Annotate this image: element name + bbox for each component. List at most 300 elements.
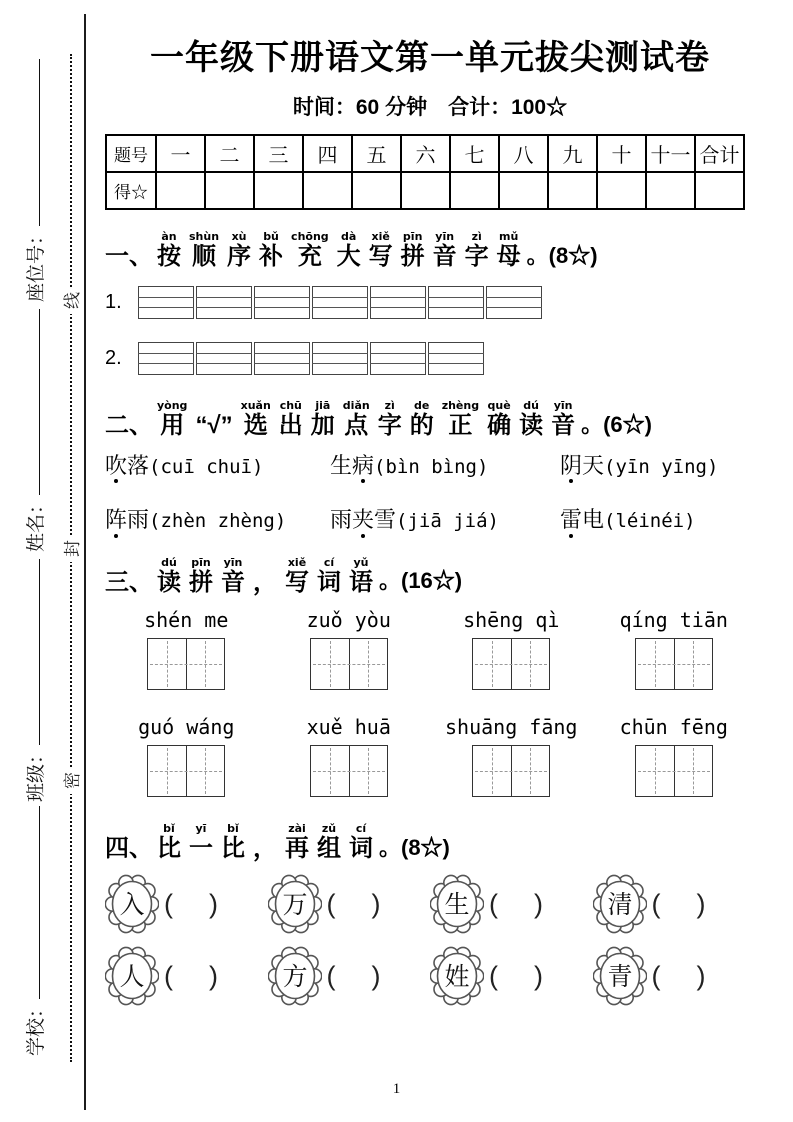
- heading-char: 加: [310, 412, 335, 440]
- bracket-open: (: [164, 960, 173, 991]
- score-table-column-header: 合计: [695, 135, 744, 172]
- word-writing-group: [430, 608, 593, 690]
- score-table-score-row: [106, 172, 744, 209]
- score-cell: [450, 172, 499, 209]
- phonetic-items: [105, 452, 755, 534]
- four-line-writing-box: [138, 286, 194, 319]
- pinyin-annotation: zhèng: [441, 399, 480, 413]
- ruby-char-group: [221, 557, 245, 595]
- pinyin-annotation: xiě: [371, 230, 390, 243]
- compare-word-group: [105, 873, 268, 935]
- heading-char: 词: [349, 834, 373, 862]
- compare-word-group: [430, 873, 593, 935]
- compare-word-group: [593, 945, 756, 1007]
- flower-char: 万: [281, 891, 308, 920]
- bracket-open: (: [651, 888, 661, 919]
- ruby-char-group: [349, 823, 373, 861]
- tian-zi-ge-grid: [472, 745, 550, 797]
- flower-char: 方: [281, 963, 308, 992]
- compare-word-group: [268, 945, 431, 1007]
- word-char: 雪: [374, 507, 397, 533]
- pinyin-annotation: zài: [288, 821, 306, 835]
- target-word: [330, 452, 374, 480]
- grid-dashed-line: [638, 664, 710, 665]
- question-number-label: 题号: [106, 135, 156, 172]
- bracket-close: ): [534, 960, 543, 991]
- answer-brackets: [164, 888, 218, 919]
- score-table-column-header: 四: [303, 135, 352, 172]
- four-line-writing-box: [254, 286, 310, 319]
- score-cell: [352, 172, 401, 209]
- heading-char: 一: [189, 834, 213, 862]
- pinyin-annotation: dà: [341, 230, 357, 243]
- seal-line-char: 密: [57, 767, 84, 794]
- target-word: [105, 506, 149, 534]
- pinyin-annotation: xù: [231, 230, 247, 243]
- page-number: 1: [392, 1081, 401, 1097]
- answer-brackets: [651, 960, 706, 991]
- tian-zi-ge-grid: [147, 745, 225, 797]
- bracket-open: (: [489, 960, 498, 991]
- ruby-char-group: [349, 557, 373, 595]
- pinyin-annotation: àn: [161, 230, 177, 243]
- tian-zi-ge-grid: [635, 745, 713, 797]
- answer-brackets: [651, 888, 706, 919]
- section-number: 三、: [105, 568, 153, 596]
- score-cell: [401, 172, 450, 209]
- ruby-char-group: [410, 400, 434, 438]
- tian-zi-ge-grid: [147, 638, 225, 690]
- tian-zi-ge-grid: [310, 745, 388, 797]
- bracket-close: ): [209, 960, 218, 991]
- word-char: 电: [582, 507, 605, 533]
- score-table-body: [106, 135, 744, 209]
- word-char: 雨: [330, 507, 353, 533]
- class-field: [21, 559, 48, 802]
- grid-dashed-line: [638, 771, 710, 772]
- flower-shape: [268, 873, 322, 935]
- flower-shape: [268, 945, 322, 1007]
- exam-meta: 时间：60 分钟 合计：100☆: [292, 96, 568, 119]
- pinyin-annotation: cí: [355, 821, 367, 835]
- score-cell: [646, 172, 695, 209]
- four-line-writing-box: [370, 342, 426, 375]
- ruby-char-group: [311, 400, 335, 438]
- pinyin-annotation: yǔ: [353, 555, 369, 569]
- word-char: 吹: [105, 452, 128, 478]
- ruby-char-group: [227, 231, 251, 269]
- pinyin-annotation: cí: [323, 555, 335, 569]
- ruby-char-group: [497, 231, 521, 269]
- phonetic-choice-item: [105, 506, 330, 534]
- pinyin-annotation: yī: [195, 821, 207, 835]
- flower-char: 姓: [444, 963, 470, 992]
- section-4-heading: [105, 823, 755, 861]
- flower-shape: [430, 873, 484, 935]
- score-cell: [695, 172, 744, 209]
- score-cell: [499, 172, 548, 209]
- phonetic-choice-item: [330, 506, 560, 534]
- word-row-1: [105, 608, 755, 690]
- row-number: 1.: [105, 291, 122, 314]
- compare-row-1: [105, 873, 755, 935]
- section-points: 。(16☆): [379, 568, 463, 594]
- ruby-char-group: [433, 231, 457, 269]
- word-pinyin-label: zuǒ yòu: [306, 607, 391, 632]
- pinyin-annotation: pīn: [402, 230, 423, 243]
- flower-shape: [430, 945, 484, 1007]
- section-number: 二、: [105, 412, 153, 440]
- ruby-char-group: [551, 400, 575, 438]
- heading-char: 正: [448, 412, 473, 440]
- heading-char: 补: [259, 243, 284, 271]
- word-char: 生: [330, 452, 353, 478]
- flower-char: 清: [606, 891, 633, 920]
- pinyin-annotation: mǔ: [499, 230, 519, 243]
- pinyin-annotation: xuǎn: [240, 399, 271, 413]
- pinyin-annotation: yīn: [223, 555, 243, 569]
- heading-char: 比: [157, 834, 181, 862]
- pinyin-annotation: shùn: [189, 230, 220, 243]
- class-label: 班级：: [26, 744, 47, 802]
- row-number: 2.: [105, 347, 122, 370]
- word-char: 夹: [352, 507, 375, 533]
- compare-word-group: [593, 873, 756, 935]
- heading-char: 序: [227, 243, 252, 271]
- phonetic-choice-item: [105, 452, 330, 480]
- heading-char: 出: [278, 412, 303, 440]
- ruby-char-group: [253, 569, 277, 595]
- heading-char: 点: [344, 412, 369, 440]
- pinyin-grid-row: [105, 342, 755, 375]
- ruby-char-group: [378, 400, 402, 438]
- ruby-char-group: [189, 823, 213, 861]
- word-char: 雷: [560, 507, 583, 533]
- pinyin-annotation: de: [414, 399, 430, 413]
- ruby-char-group: [221, 823, 245, 861]
- four-line-writing-box: [312, 286, 368, 319]
- bracket-close: ): [371, 888, 381, 919]
- heading-char: 语: [349, 568, 373, 596]
- word-pinyin-label: xuě huā: [306, 714, 391, 739]
- heading-char: 读: [157, 568, 181, 596]
- heading-char: 拼: [400, 243, 425, 271]
- section-points: 。(6☆): [581, 412, 652, 438]
- ruby-char-group: [465, 231, 489, 269]
- score-table-column-header: 三: [254, 135, 303, 172]
- pinyin-choices: (yīn yīng): [604, 455, 719, 478]
- answer-brackets: [489, 888, 543, 919]
- ruby-char-group: [189, 231, 219, 269]
- heading-char: 比: [221, 834, 245, 862]
- student-name-field: [21, 309, 48, 552]
- pinyin-grid-rows: [105, 286, 755, 375]
- seat-number-field: [21, 59, 48, 302]
- four-line-writing-box: [312, 342, 368, 375]
- pinyin-annotation: bǐ: [227, 821, 239, 835]
- class-blank-line: [39, 559, 40, 745]
- ruby-char-group: [369, 231, 393, 269]
- school-field: [21, 806, 48, 1056]
- section-points: 。(8☆): [526, 242, 598, 268]
- score-cell: [156, 172, 205, 209]
- ruby-char-group: [157, 400, 187, 438]
- grid-dashed-line: [150, 664, 222, 665]
- grid-dashed-line: [150, 771, 222, 772]
- pinyin-annotation: chōng: [291, 230, 329, 243]
- word-row-2: [105, 715, 755, 797]
- word-writing-group: [593, 608, 756, 690]
- word-char: 阵: [105, 507, 128, 533]
- pinyin-choices: (zhèn zhèng): [149, 510, 287, 533]
- target-word: [105, 452, 149, 480]
- pinyin-annotation: diǎn: [342, 399, 370, 413]
- score-table-column-header: 五: [352, 135, 401, 172]
- seal-line-char: 封: [57, 535, 84, 562]
- section-4: [105, 823, 755, 1007]
- section-3-heading: [105, 557, 755, 595]
- ruby-char-group: [189, 557, 213, 595]
- ruby-char-group: [195, 412, 232, 438]
- score-cell: [303, 172, 352, 209]
- flower-shape: [105, 873, 159, 935]
- four-line-writing-box: [370, 286, 426, 319]
- seal-line-char: 线: [57, 287, 84, 314]
- target-word: [330, 506, 396, 534]
- pinyin-annotation: xiě: [287, 555, 307, 569]
- score-table-column-header: 八: [499, 135, 548, 172]
- exam-content: [105, 0, 755, 1007]
- pinyin-annotation: què: [487, 399, 511, 413]
- bracket-close: ): [696, 960, 706, 991]
- heading-char: 字: [377, 412, 402, 440]
- pinyin-annotation: bǐ: [163, 821, 175, 835]
- tian-zi-ge-grid: [635, 638, 713, 690]
- heading-char: 充: [297, 243, 322, 271]
- four-line-writing-box: [138, 342, 194, 375]
- score-cell: [254, 172, 303, 209]
- four-line-writing-box: [428, 286, 484, 319]
- heading-char: 组: [317, 834, 341, 862]
- word-char: 雨: [127, 507, 150, 533]
- section-1: [105, 231, 755, 375]
- heading-char: 读: [519, 412, 544, 440]
- four-line-writing-box: [196, 286, 252, 319]
- heading-char: 字: [464, 243, 489, 271]
- four-line-writing-box: [428, 342, 484, 375]
- flower-char: 人: [119, 963, 145, 992]
- target-word: [560, 452, 604, 480]
- section-number: 一、: [105, 243, 153, 271]
- pinyin-annotation: zì: [384, 399, 395, 413]
- ruby-char-group: [442, 400, 479, 438]
- margin-solid-line: [84, 14, 86, 1110]
- target-word: [560, 506, 604, 534]
- pinyin-annotation: chū: [279, 399, 302, 413]
- word-writing-group: [593, 715, 756, 797]
- student-name-label: 姓名：: [26, 494, 47, 552]
- heading-char: 音: [221, 568, 245, 596]
- score-table-column-header: 十: [597, 135, 646, 172]
- word-pinyin-label: guó wáng: [138, 714, 235, 739]
- flower-shape: [105, 945, 159, 1007]
- seat-number-label: 座位号：: [26, 225, 47, 302]
- bracket-open: (: [489, 888, 498, 919]
- flower-shape: [593, 873, 647, 935]
- pinyin-annotation: dú: [523, 399, 539, 413]
- heading-char: 按: [157, 243, 181, 271]
- heading-char: 确: [487, 412, 512, 440]
- score-table-column-header: 一: [156, 135, 205, 172]
- word-writing-group: [430, 715, 593, 797]
- four-line-writing-box: [486, 286, 542, 319]
- pinyin-annotation: yīn: [435, 230, 455, 243]
- word-char: 天: [582, 452, 605, 478]
- ruby-char-group: [487, 400, 511, 438]
- four-line-writing-box: [254, 342, 310, 375]
- bracket-open: (: [651, 960, 661, 991]
- word-pinyin-label: shén me: [144, 607, 229, 632]
- ruby-char-group: [157, 823, 181, 861]
- pinyin-annotation: bǔ: [263, 230, 279, 243]
- ruby-char-group: [285, 557, 309, 595]
- score-table-column-header: 七: [450, 135, 499, 172]
- score-table: [105, 134, 745, 210]
- grid-dashed-line: [475, 664, 547, 665]
- word-writing-group: [105, 608, 268, 690]
- section-number: 四、: [105, 834, 153, 862]
- score-label: 得☆: [106, 172, 156, 209]
- pinyin-choices: (léinéi): [604, 510, 696, 533]
- heading-char: “√”: [195, 412, 233, 440]
- pinyin-grid-row: [105, 286, 755, 319]
- flower-shape: [593, 945, 647, 1007]
- heading-char: 拼: [189, 568, 213, 596]
- heading-char: 再: [285, 834, 309, 862]
- word-char: 阴: [560, 452, 583, 478]
- heading-char: 音: [551, 412, 576, 440]
- answer-brackets: [164, 960, 218, 991]
- compare-word-group: [430, 945, 593, 1007]
- bracket-close: ): [209, 888, 218, 919]
- bracket-close: ): [534, 888, 543, 919]
- ruby-char-group: [279, 400, 303, 438]
- heading-char: 顺: [192, 243, 217, 271]
- tian-zi-ge-grid: [310, 638, 388, 690]
- ruby-char-group: [317, 823, 341, 861]
- seat-number-blank-line: [39, 59, 40, 226]
- pinyin-annotation: dú: [161, 555, 177, 569]
- heading-char: 写: [285, 568, 309, 596]
- pinyin-annotation: zǔ: [321, 821, 337, 835]
- word-writing-group: [105, 715, 268, 797]
- flower-char: 入: [119, 891, 145, 920]
- flower-char: 青: [606, 963, 633, 992]
- bracket-close: ): [696, 888, 706, 919]
- heading-char: 音: [432, 243, 457, 271]
- score-table-column-header: 十一: [646, 135, 695, 172]
- heading-char: ，: [253, 834, 277, 862]
- ruby-char-group: [343, 400, 370, 438]
- heading-char: 的: [409, 412, 434, 440]
- score-table-header-row: [106, 135, 744, 172]
- pinyin-choices: (jiā jiá): [396, 510, 499, 533]
- pinyin-annotation: yīn: [553, 399, 573, 413]
- section-1-heading: [105, 231, 755, 269]
- score-cell: [548, 172, 597, 209]
- word-char: 病: [352, 452, 375, 478]
- tian-zi-ge-grid: [472, 638, 550, 690]
- word-pinyin-label: chūn fēng: [619, 714, 728, 739]
- heading-char: 用: [160, 412, 185, 440]
- ruby-char-group: [157, 231, 181, 269]
- heading-char: 词: [317, 568, 341, 596]
- phonetic-choice-item: [560, 452, 755, 480]
- phonetic-choice-item: [560, 506, 755, 534]
- score-cell: [597, 172, 646, 209]
- grid-dashed-line: [313, 664, 385, 665]
- grid-dashed-line: [313, 771, 385, 772]
- bracket-close: ): [371, 960, 381, 991]
- pinyin-annotation: zì: [471, 230, 482, 243]
- ruby-char-group: [401, 231, 425, 269]
- ruby-char-group: [157, 557, 181, 595]
- flower-char: 生: [444, 891, 470, 920]
- pinyin-choices: (cuī chuī): [149, 455, 264, 478]
- word-writing-group: [268, 608, 431, 690]
- pinyin-annotation: pīn: [191, 555, 211, 569]
- phonetic-choice-item: [330, 452, 560, 480]
- ruby-char-group: [253, 835, 277, 861]
- four-line-writing-box: [196, 342, 252, 375]
- section-2-heading: [105, 400, 755, 438]
- section-3: [105, 557, 755, 797]
- score-table-column-header: 六: [401, 135, 450, 172]
- compare-row-2: [105, 945, 755, 1007]
- ruby-char-group: [285, 823, 309, 861]
- heading-char: 大: [336, 243, 361, 271]
- word-pinyin-label: qíng tiān: [619, 607, 728, 632]
- pinyin-annotation: jiā: [315, 399, 331, 413]
- student-name-blank-line: [39, 309, 40, 495]
- compare-word-group: [268, 873, 431, 935]
- word-pinyin-label: shēng qì: [463, 607, 560, 632]
- ruby-char-group: [241, 400, 271, 438]
- answer-brackets: [326, 960, 381, 991]
- ruby-char-group: [259, 231, 283, 269]
- grid-dashed-line: [475, 771, 547, 772]
- compare-word-group: [105, 945, 268, 1007]
- score-cell: [205, 172, 254, 209]
- school-label: 学校：: [26, 998, 47, 1056]
- page-title: 一年级下册语文第一单元拔尖测试卷: [150, 39, 710, 77]
- heading-char: ，: [253, 568, 277, 596]
- score-table-column-header: 九: [548, 135, 597, 172]
- pinyin-annotation: yòng: [157, 399, 188, 413]
- heading-char: 选: [243, 412, 268, 440]
- heading-char: 写: [368, 243, 393, 271]
- ruby-char-group: [317, 557, 341, 595]
- answer-brackets: [489, 960, 543, 991]
- word-char: 落: [127, 452, 150, 478]
- ruby-char-group: [337, 231, 361, 269]
- bracket-open: (: [164, 888, 173, 919]
- pinyin-choices: (bìn bìng): [374, 455, 489, 478]
- ruby-char-group: [291, 231, 329, 269]
- score-table-column-header: 二: [205, 135, 254, 172]
- heading-char: 母: [496, 243, 521, 271]
- section-points: 。(8☆): [379, 834, 450, 860]
